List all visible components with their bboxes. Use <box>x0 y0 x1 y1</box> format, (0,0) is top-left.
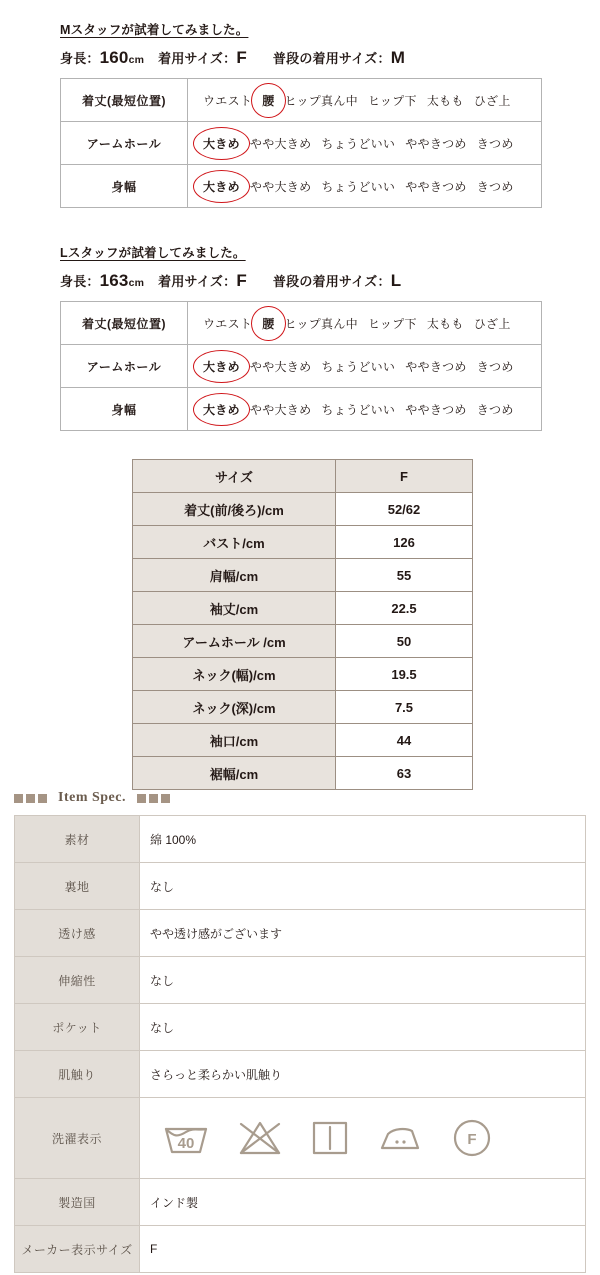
no-bleach-icon <box>236 1118 284 1158</box>
measure-value: 22.5 <box>336 592 473 625</box>
option-item[interactable]: ヒップ下 <box>367 93 417 108</box>
spec-key: 製造国 <box>15 1179 140 1226</box>
row-label: アームホール <box>61 345 188 388</box>
option-item[interactable]: ヒップ下 <box>367 316 417 331</box>
row-label: 着丈(最短位置) <box>61 79 188 122</box>
row-label: アームホール <box>61 122 188 165</box>
square-decor-right-icon <box>137 794 170 803</box>
option-item[interactable]: ひざ上 <box>473 93 511 108</box>
item-spec-table-wrap <box>14 815 586 1273</box>
item-spec-title: Item Spec. <box>58 790 126 805</box>
staff-fitting-meta <box>60 48 544 68</box>
option-item[interactable]: ややきつめ <box>405 136 467 151</box>
table-row <box>15 1226 586 1273</box>
size-chart-header-size: F <box>336 460 473 493</box>
measure-value: 50 <box>336 625 473 658</box>
measure-value: 19.5 <box>336 658 473 691</box>
height-value: 160 <box>99 48 129 67</box>
wear-size-value: F <box>236 271 247 290</box>
table-row <box>133 625 473 658</box>
table-row <box>15 957 586 1004</box>
table-row <box>61 79 542 122</box>
option-item[interactable]: ちょうどいい <box>321 359 396 374</box>
measure-value: 52/62 <box>336 493 473 526</box>
option-item[interactable]: ややきつめ <box>405 179 467 194</box>
option-item[interactable]: やや大きめ <box>249 136 312 151</box>
table-row <box>61 345 542 388</box>
usual-size-label: 普段の着用サイズ： <box>272 51 391 66</box>
option-item[interactable]: きつめ <box>476 136 514 151</box>
row-options <box>188 165 542 208</box>
option-item[interactable]: ウエスト <box>203 316 253 331</box>
measure-value: 55 <box>336 559 473 592</box>
spec-value: なし <box>140 863 586 910</box>
height-label: 身長： <box>60 274 100 289</box>
row-label: 身幅 <box>61 165 188 208</box>
measure-label: 肩幅/cm <box>133 559 336 592</box>
measure-label: バスト/cm <box>133 526 336 559</box>
tumble-dry-line-icon <box>310 1118 350 1158</box>
measure-label: 袖丈/cm <box>133 592 336 625</box>
staff-fitting-title: Mスタッフが試着してみました。 <box>60 23 249 37</box>
table-row <box>61 388 542 431</box>
measure-label: 袖口/cm <box>133 724 336 757</box>
table-row <box>15 1051 586 1098</box>
row-options <box>188 122 542 165</box>
spec-key: 裏地 <box>15 863 140 910</box>
table-row <box>133 691 473 724</box>
item-spec-table <box>14 815 586 1273</box>
option-item-selected[interactable]: 腰 <box>257 315 279 332</box>
row-label: 着丈(最短位置) <box>61 302 188 345</box>
table-header-row <box>133 460 473 493</box>
table-row <box>61 302 542 345</box>
option-item-selected[interactable]: 大きめ <box>198 358 245 375</box>
staff-fitting-table <box>60 78 542 208</box>
option-item[interactable]: ヒップ真ん中 <box>284 93 358 108</box>
table-row <box>15 910 586 957</box>
table-row <box>133 757 473 790</box>
row-options <box>188 388 542 431</box>
spec-key: 伸縮性 <box>15 957 140 1004</box>
option-item-selected[interactable]: 大きめ <box>198 178 245 195</box>
dry-clean-f-icon <box>450 1116 494 1160</box>
wash-care-symbols <box>140 1098 586 1179</box>
option-item[interactable]: ややきつめ <box>405 402 467 417</box>
size-chart-table <box>132 459 473 790</box>
measure-value: 63 <box>336 757 473 790</box>
measure-label: ネック(深)/cm <box>133 691 336 724</box>
table-row <box>61 122 542 165</box>
iron-low-icon <box>376 1118 424 1158</box>
staff-fitting-title: Lスタッフが試着してみました。 <box>60 246 246 260</box>
height-label: 身長： <box>60 51 100 66</box>
option-item[interactable]: ひざ上 <box>473 316 511 331</box>
option-item[interactable]: 太もも <box>426 316 464 331</box>
table-row <box>61 165 542 208</box>
usual-size-value: L <box>390 271 402 290</box>
measure-label: 着丈(前/後ろ)/cm <box>133 493 336 526</box>
option-item-selected[interactable]: 大きめ <box>198 401 245 418</box>
row-label: 身幅 <box>61 388 188 431</box>
square-decor-left-icon <box>14 794 47 803</box>
svg-text:40: 40 <box>177 1135 195 1152</box>
height-unit: cm <box>128 54 145 66</box>
table-row <box>133 526 473 559</box>
table-row <box>15 1004 586 1051</box>
option-item[interactable]: ちょうどいい <box>321 136 396 151</box>
option-item[interactable]: きつめ <box>476 179 514 194</box>
option-item[interactable]: やや大きめ <box>249 359 312 374</box>
table-row <box>15 816 586 863</box>
option-item[interactable]: きつめ <box>476 402 514 417</box>
wear-size-value: F <box>236 48 247 67</box>
staff-fitting-meta <box>60 271 544 291</box>
spec-key: 洗濯表示 <box>15 1098 140 1179</box>
measure-value: 126 <box>336 526 473 559</box>
wear-size-label: 着用サイズ： <box>158 274 237 289</box>
spec-key: 素材 <box>15 816 140 863</box>
option-item[interactable]: ややきつめ <box>405 359 467 374</box>
table-row <box>133 724 473 757</box>
usual-size-value: M <box>390 48 406 67</box>
spec-value: インド製 <box>140 1179 586 1226</box>
size-chart-header-label: サイズ <box>133 460 336 493</box>
table-row <box>133 658 473 691</box>
option-item[interactable]: やや大きめ <box>249 179 312 194</box>
staff-fitting-table <box>60 301 542 431</box>
measure-value: 7.5 <box>336 691 473 724</box>
height-value: 163 <box>99 271 129 290</box>
staff-fitting-block-l <box>60 243 544 431</box>
wear-size-label: 着用サイズ： <box>158 51 237 66</box>
spec-key: 透け感 <box>15 910 140 957</box>
option-item[interactable]: やや大きめ <box>249 402 312 417</box>
measure-label: 裾幅/cm <box>133 757 336 790</box>
option-item[interactable]: ちょうどいい <box>321 179 396 194</box>
row-options <box>188 302 542 345</box>
spec-key: メーカー表示サイズ <box>15 1226 140 1273</box>
size-chart <box>132 459 473 790</box>
measure-value: 44 <box>336 724 473 757</box>
staff-fitting-block-m <box>60 20 544 208</box>
table-row <box>15 1098 586 1179</box>
wash-tub-40-icon <box>162 1118 210 1158</box>
table-row <box>133 493 473 526</box>
table-row <box>133 559 473 592</box>
option-item[interactable]: きつめ <box>476 359 514 374</box>
option-item[interactable]: ウエスト <box>203 93 253 108</box>
option-item[interactable]: ヒップ真ん中 <box>284 316 358 331</box>
row-options <box>188 345 542 388</box>
table-row <box>15 863 586 910</box>
spec-key: ポケット <box>15 1004 140 1051</box>
measure-label: ネック(幅)/cm <box>133 658 336 691</box>
item-spec-heading <box>14 790 170 806</box>
spec-value: さらっと柔らかい肌触り <box>140 1051 586 1098</box>
spec-value: やや透け感がございます <box>140 910 586 957</box>
spec-key: 肌触り <box>15 1051 140 1098</box>
option-item-selected[interactable]: 大きめ <box>198 135 245 152</box>
table-row <box>15 1179 586 1226</box>
height-unit: cm <box>128 277 145 289</box>
usual-size-label: 普段の着用サイズ： <box>272 274 391 289</box>
option-item-selected[interactable]: 腰 <box>257 92 279 109</box>
spec-value: 綿 100% <box>140 816 586 863</box>
spec-value: なし <box>140 1004 586 1051</box>
option-item[interactable]: 太もも <box>426 93 464 108</box>
table-row <box>133 592 473 625</box>
spec-value: F <box>140 1226 586 1273</box>
svg-text:F: F <box>467 1131 477 1148</box>
row-options <box>188 79 542 122</box>
option-item[interactable]: ちょうどいい <box>321 402 396 417</box>
measure-label: アームホール /cm <box>133 625 336 658</box>
spec-value: なし <box>140 957 586 1004</box>
